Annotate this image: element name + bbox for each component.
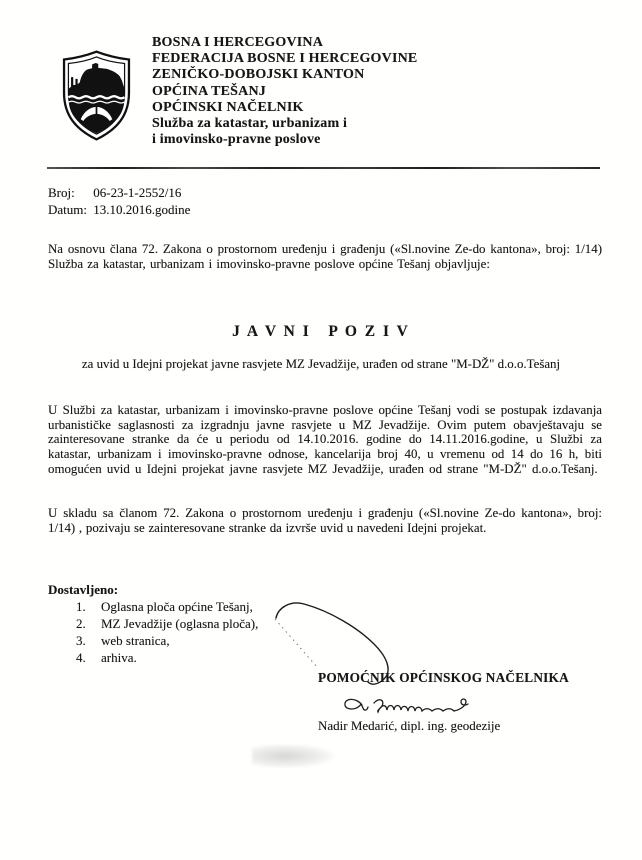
date-value: 13.10.2016.godine [93,202,191,217]
pen-stroke-loop [260,594,400,694]
body-paragraph-1: U Službi za katastar, urbanizam i imovinsko-pravne poslove općine Tešanj vodi se postupak izdavanja urbanističke saglasnosti za izgradnju javne rasvjete u MZ Jevadžije. Ovim putem obavještavaju se zainteresovane stranke da će u periodu od 14.10.2016. godine do 14.11.2016.godine, u Službi za katastar, urbanizam i imovinsko-pravne odnose, kancelarija broj 40, u vremenu od 14 do 16 h, biti omogućen uvid u Idejni projekat javne rasvjete MZ Jevadžije, urađen od strane "M-DŽ" d.o.o.Tešanj. [48,403,602,476]
signatory-title: POMOĆNIK OPĆINSKOG NAČELNIKA [318,670,569,685]
list-item-text: Oglasna ploča općine Tešanj, [101,599,253,614]
tesanj-coat-of-arms-icon [56,49,137,142]
reference-number-value: 06-23-1-2552/16 [93,185,182,200]
list-item [48,632,258,649]
list-item [48,649,258,666]
letterhead-line-mayor: OPĆINSKI NAČELNIK [152,99,304,115]
date-row [48,201,190,218]
letterhead-line-department-1: Služba za katastar, urbanizam i [152,116,348,132]
distribution-label: Dostavljeno: [48,582,119,597]
letterhead-line-federation: FEDERACIJA BOSNE I HERCEGOVINE [152,51,418,67]
signatory-name: Nadir Medarić, dipl. ing. geodezije [318,718,501,733]
list-item-text: web stranica, [101,633,170,648]
document-subtitle: za uvid u Idejni projekat javne rasvjete MZ Jevadžije, urađen od strane "M-DŽ" d.o.o.Tešanj [81,357,561,371]
letterhead-line-canton: ZENIČKO-DOBOJSKI KANTON [152,67,365,83]
letterhead-line-municipality: OPĆINA TEŠANJ [152,83,266,99]
legal-basis-paragraph: Na osnovu člana 72. Zakona o prostornom uređenju i građenju («Sl.novine Ze-do kantona», broj: 1/14) Služba za katastar, urbanizam i imovinsko-pravne poslove općine Tešanj objavljuje: [48,242,602,272]
letterhead [152,35,417,148]
letterhead-line-department-2: i imovinsko-pravne poslove [152,132,321,148]
document-title: J A V N I P O Z I V [232,323,410,340]
reference-number-label: Broj: [48,185,75,200]
list-item-number: 3. [76,633,86,648]
scan-smudge-artifact [252,744,334,768]
list-item [48,615,258,632]
document-meta [48,184,190,218]
letterhead-line-country: BOSNA I HERCEGOVINA [152,35,324,50]
reference-number-row [48,184,190,201]
list-item-number: 4. [76,650,86,665]
header-divider [47,167,600,169]
list-item [48,598,258,615]
list-item-text: arhiva. [101,650,137,665]
list-item-number: 1. [76,599,86,614]
list-item-text: MZ Jevadžije (oglasna ploča), [101,616,259,631]
distribution-section [48,581,258,666]
distribution-list [48,598,258,666]
date-label: Datum: [48,202,87,217]
body-paragraph-2: U skladu sa članom 72. Zakona o prostornom uređenju i građenju («Sl.novine Ze-do kantona», broj: 1/14) , pozivaju se zainteresovane stranke da izvrše uvid u navedeni Idejni projekat. [48,506,602,536]
list-item-number: 2. [76,616,86,631]
